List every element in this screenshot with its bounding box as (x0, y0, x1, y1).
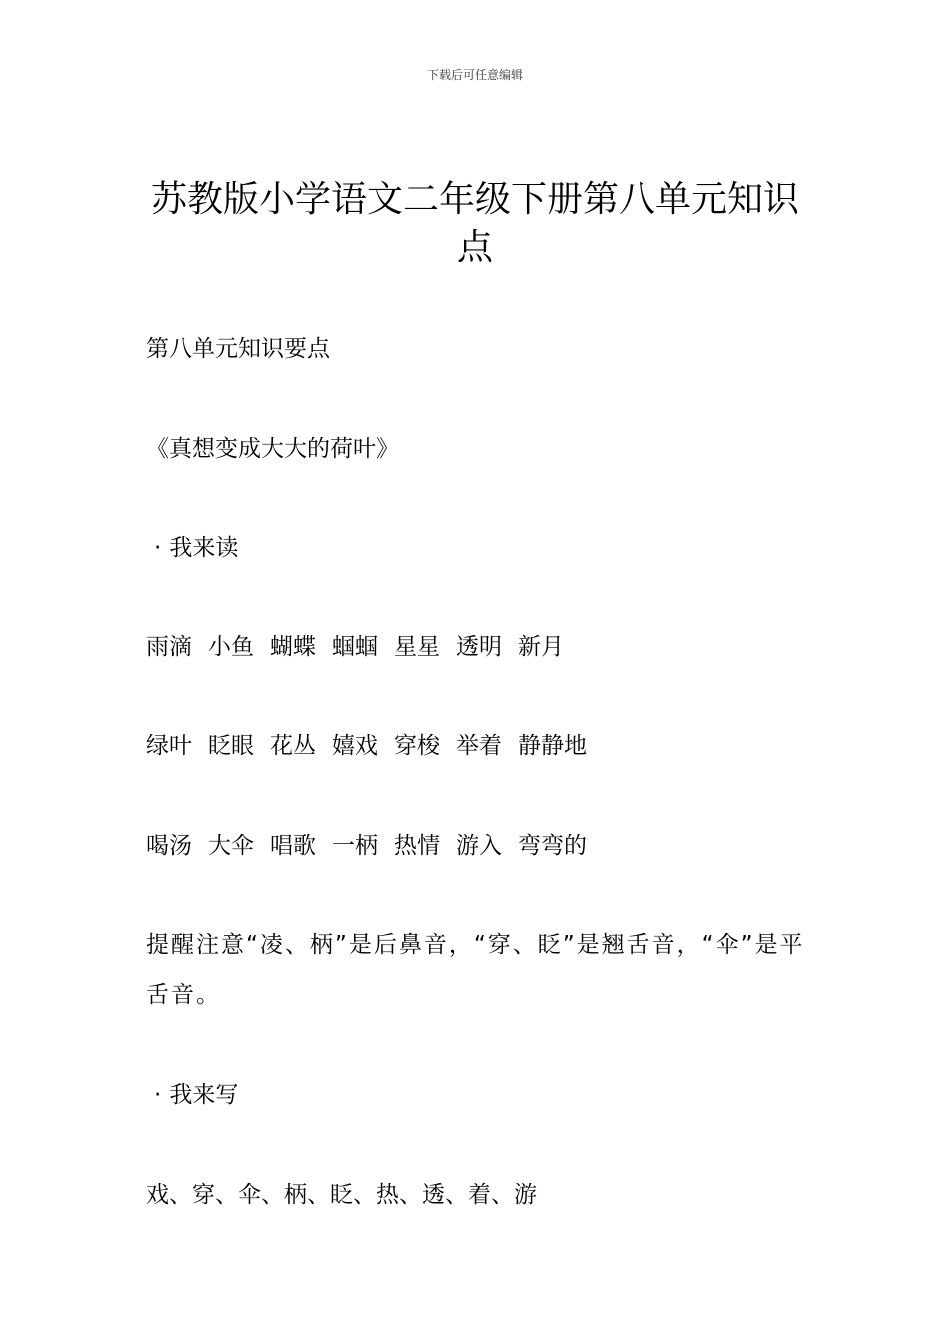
word: 穿梭 (394, 733, 440, 759)
reminder-paragraph: 提醒注意“凌、柄”是后鼻音，“穿、眨”是翘舌音，“伞”是平舌音。 (146, 932, 805, 1008)
word: 雨滴 (146, 634, 192, 660)
word: 大伞 (208, 833, 254, 859)
page-title: 苏教版小学语文二年级下册第八单元知识点 (150, 179, 799, 268)
section-heading: 第八单元知识要点 (146, 336, 330, 362)
word-row (146, 632, 826, 662)
word: 热情 (394, 833, 440, 859)
word: 绿叶 (146, 733, 192, 759)
bullet-icon: · (154, 535, 162, 561)
word: 游入 (456, 833, 502, 859)
word: 静静地 (518, 733, 587, 759)
word: 弯弯的 (518, 833, 587, 859)
word-row (146, 731, 826, 761)
word: 透明 (456, 634, 502, 660)
bullet-icon: · (154, 1082, 162, 1108)
word: 唱歌 (270, 833, 316, 859)
read-section-label: 我来读 (169, 535, 239, 561)
word-row (146, 831, 826, 861)
write-section-label: 我来写 (169, 1082, 239, 1108)
word: 嬉戏 (332, 733, 378, 759)
word: 一柄 (332, 833, 378, 859)
word: 小鱼 (208, 634, 254, 660)
word: 蝈蝈 (332, 634, 378, 660)
lesson-title: 《真想变成大大的荷叶》 (146, 436, 399, 462)
write-section-heading (146, 1080, 826, 1110)
write-characters: 戏、穿、伞、柄、眨、热、透、着、游 (146, 1182, 537, 1208)
word: 蝴蝶 (270, 634, 316, 660)
word: 星星 (394, 634, 440, 660)
word: 举着 (456, 733, 502, 759)
word: 喝汤 (146, 833, 192, 859)
read-section-heading (146, 533, 826, 563)
word: 新月 (518, 634, 564, 660)
header-note: 下载后可任意编辑 (426, 68, 523, 82)
word: 花丛 (270, 733, 316, 759)
word: 眨眼 (208, 733, 254, 759)
